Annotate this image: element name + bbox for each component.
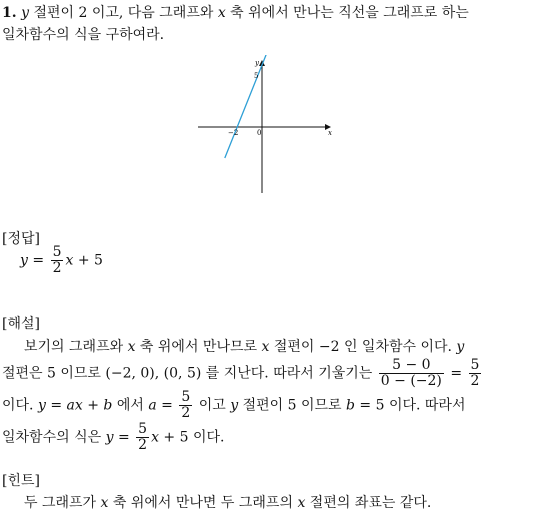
- fraction: [469, 358, 482, 389]
- text: 일차함수의 식은: [2, 429, 106, 446]
- text: 이고: [194, 397, 231, 414]
- text: 이다.: [2, 397, 38, 414]
- explanation-line-4: [2, 422, 224, 453]
- math-op: =: [45, 397, 67, 414]
- math-var: x: [261, 339, 270, 355]
- math-var: x: [151, 429, 159, 446]
- x-axis-label: x: [328, 129, 332, 137]
- text: + 5 이다.: [158, 429, 225, 446]
- math-var: y: [37, 397, 46, 414]
- problem-line-1: [2, 2, 469, 22]
- text: 절편이 −2 인 일차함수 이다.: [269, 339, 457, 355]
- math-var: y: [105, 429, 114, 446]
- problem-number: 1.: [2, 5, 17, 21]
- math-op: + 5: [73, 252, 103, 269]
- y-intercept-label: 5: [254, 72, 259, 80]
- origin-label: 0: [257, 129, 262, 137]
- y-axis-label: y: [255, 59, 259, 67]
- math-var: y: [20, 252, 28, 269]
- problem-text: 절편이 2 이고, 다음 그래프와: [29, 5, 218, 21]
- explanation-line-3: [2, 390, 465, 421]
- explanation-line-1: [24, 336, 464, 356]
- x-intercept-label: −2: [228, 129, 239, 137]
- text: 절편이 5 이므로: [238, 397, 346, 414]
- problem-line-2: [2, 24, 164, 44]
- math-var: x: [217, 5, 226, 21]
- math-op: =: [156, 397, 178, 414]
- math-var: y: [21, 5, 29, 21]
- fraction-numerator: 5: [470, 357, 480, 373]
- math-op: +: [82, 397, 104, 414]
- text: 보기의 그래프와: [24, 339, 128, 355]
- math-var: b: [345, 397, 355, 414]
- hint-text: [24, 492, 431, 512]
- explanation-heading: [해설]: [2, 316, 40, 332]
- fraction-numerator: 5 − 0: [379, 358, 444, 374]
- math-var: x: [127, 339, 136, 355]
- text: 축 위에서 만나면 두 그래프의: [108, 495, 298, 511]
- fraction: [379, 358, 444, 389]
- fraction-numerator: 5: [52, 244, 62, 260]
- coordinate-graph: [190, 55, 340, 197]
- fraction-numerator: 5: [138, 421, 148, 437]
- math-var: x: [297, 495, 306, 511]
- text: 절편의 좌표는 같다.: [305, 495, 432, 511]
- math-op: =: [27, 252, 49, 269]
- text: 축 위에서 만나므로: [135, 339, 262, 355]
- fraction-denominator: 2: [52, 260, 62, 276]
- problem-text: 일차함수의 식을 구하여라.: [2, 27, 165, 43]
- fraction: [136, 422, 149, 453]
- text: 두 그래프가: [24, 495, 101, 511]
- explanation-line-2: [2, 358, 483, 389]
- fraction: [179, 390, 192, 421]
- math-op: =: [113, 429, 135, 446]
- fraction-denominator: 2: [138, 437, 148, 453]
- math-var: b: [103, 397, 113, 414]
- math-var: x: [100, 495, 109, 511]
- text: = 5 이다. 따라서: [354, 397, 466, 414]
- problem-text: 축 위에서 만나는 직선을 그래프로 하는: [225, 5, 469, 21]
- fraction: [51, 245, 64, 276]
- fraction-numerator: 5: [181, 389, 191, 405]
- answer-heading: [정답]: [2, 231, 40, 247]
- math-var: ax: [66, 397, 83, 414]
- math-var: y: [230, 397, 239, 414]
- answer-equation: [20, 245, 103, 276]
- text: 절편은 5 이므로 (−2, 0), (0, 5) 를 지난다. 따라서 기울기는: [2, 365, 377, 382]
- hint-heading: [힌트]: [2, 473, 40, 489]
- math-var: y: [456, 339, 465, 355]
- math-op: =: [445, 365, 467, 382]
- math-var: x: [65, 252, 74, 269]
- fraction-denominator: 2: [470, 373, 480, 389]
- math-var: a: [148, 397, 157, 414]
- fraction-denominator: 0 − (−2): [380, 373, 442, 389]
- fraction-denominator: 2: [181, 405, 191, 421]
- text: 에서: [112, 397, 149, 414]
